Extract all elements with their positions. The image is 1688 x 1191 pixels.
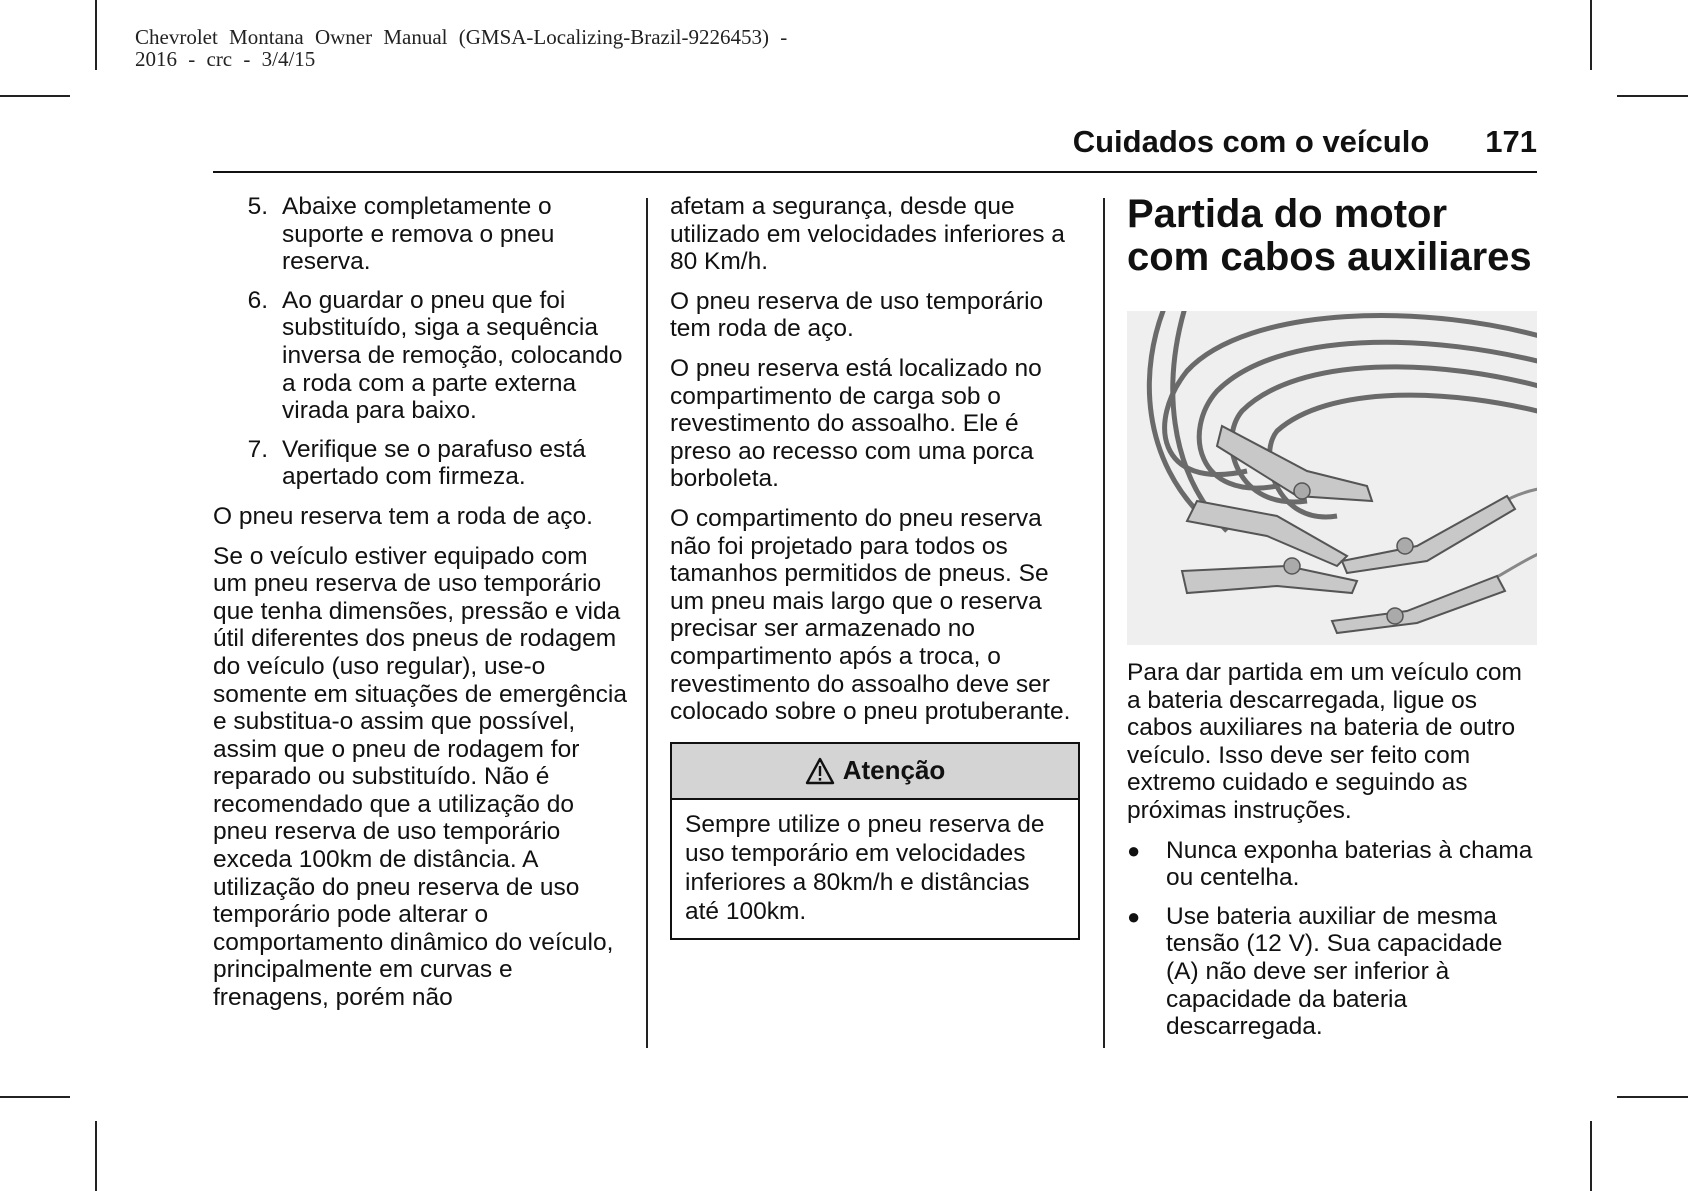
- paragraph: O compartimento do pneu reserva não foi projetado para todos os tamanhos permitidos de pneus. Se um pneu mais largo que o reserva precisar ser armazenado no compartimento após a troca, o revestimento do assoalho deve ser colocado sobre o pneu protuberante.: [670, 504, 1071, 726]
- crop-mark: [1617, 1096, 1688, 1098]
- list-item: [1127, 837, 1539, 892]
- paragraph: O pneu reserva de uso temporário tem roda de aço.: [670, 287, 1044, 343]
- steps-list: [213, 193, 628, 491]
- meta-line-1: Chevrolet Montana Owner Manual (GMSA-Localizing-Brazil-9226453) -: [135, 25, 788, 49]
- warning-title: Atenção: [842, 754, 946, 785]
- running-head: [213, 124, 1537, 160]
- step-text: Ao guardar o pneu que foi substituído, siga a sequência inversa de remoção, colocando a roda com a parte externa virada para baixo.: [282, 286, 623, 425]
- list-item: [1127, 903, 1539, 1041]
- paragraph: afetam a segurança, desde que utilizado em velocidades inferiores a 80 Km/h.: [670, 193, 1065, 276]
- warning-triangle-icon: [805, 757, 835, 785]
- paragraph: O pneu reserva está localizado no compartimento de carga sob o revestimento do assoalho. Ele é preso ao recesso com uma porca borboleta.: [670, 354, 1042, 493]
- section-title: Cuidados com o veículo: [1072, 124, 1430, 159]
- paragraph: Para dar partida em um veículo com a bateria descarregada, ligue os cabos auxiliares na bateria de outro veículo. Isso deve ser feito com extremo cuidado e seguindo as próximas instruções.: [1127, 659, 1522, 824]
- section-heading: Partida do motor com cabos auxiliares: [1127, 192, 1532, 279]
- bullet-list: [1127, 837, 1539, 1041]
- step-text: Verifique se o parafuso está apertado com firmeza.: [282, 435, 586, 491]
- step-number: 7.: [247, 435, 268, 463]
- jumper-cables-illustration: [1127, 311, 1537, 645]
- crop-mark: [1590, 1121, 1592, 1191]
- bullet-text: Nunca exponha baterias à chama ou centelha.: [1166, 836, 1533, 892]
- step-text: Abaixe completamente o suporte e remova o pneu reserva.: [282, 193, 555, 276]
- crop-mark: [0, 95, 70, 97]
- meta-line-2: 2016 - crc - 3/4/15: [135, 47, 316, 71]
- warning-box: [670, 742, 1080, 940]
- warning-header: [672, 744, 1078, 800]
- column-divider: [646, 198, 648, 1048]
- column-3: [1127, 193, 1539, 1052]
- column-2: [670, 193, 1080, 940]
- paragraph: Se o veículo estiver equipado com um pneu reserva de uso temporário que tenha dimensões, pressão e vida útil diferentes dos pneus de rodagem do veículo (uso regular), use-o somente em situações de emergência e substitua-o assim que possível, assim que o pneu de rodagem for reparado ou substituído. Não é recomendado que a utilização do pneu reserva de uso temporário exceda 100km de distância. A utilização do pneu reserva de uso temporário pode alterar o comportamento dinâmico do veículo, principalmente em curvas e frenagens, porém não: [213, 542, 627, 1012]
- list-item: [213, 193, 628, 276]
- page-number: 171: [1485, 124, 1537, 159]
- crop-mark: [95, 1121, 97, 1191]
- document-meta: [135, 26, 787, 70]
- bullet-text: Use bateria auxiliar de mesma tensão (12 V). Sua capacidade (A) não deve ser inferior à capacidade da bateria descarregada.: [1166, 902, 1503, 1041]
- bullet-icon: ●: [1127, 837, 1141, 863]
- list-item: [213, 287, 628, 425]
- column-divider: [1103, 198, 1105, 1048]
- step-number: 5.: [247, 193, 268, 220]
- list-item: [213, 436, 628, 491]
- warning-body: Sempre utilize o pneu reserva de uso temporário em velocidades inferiores a 80km/h e distâncias até 100km.: [685, 810, 1045, 925]
- crop-mark: [0, 1096, 70, 1098]
- step-number: 6.: [247, 286, 268, 314]
- crop-mark: [95, 0, 97, 70]
- crop-mark: [1617, 95, 1688, 97]
- bullet-icon: ●: [1127, 903, 1141, 929]
- header-rule: [213, 171, 1537, 173]
- column-1: [213, 193, 628, 1024]
- paragraph: O pneu reserva tem a roda de aço.: [213, 502, 593, 530]
- crop-mark: [1590, 0, 1592, 70]
